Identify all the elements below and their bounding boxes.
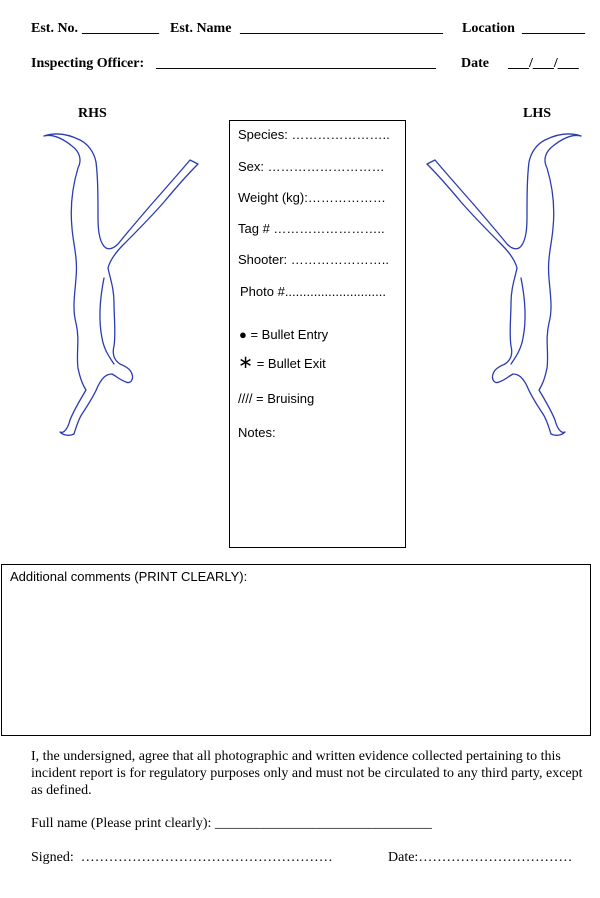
photo-field[interactable]: Photo #............................ bbox=[240, 284, 386, 299]
location-label: Location bbox=[462, 21, 515, 36]
shooter-field[interactable]: Shooter: ………………….. bbox=[238, 252, 389, 267]
species-field[interactable]: Species: ………………….. bbox=[238, 127, 390, 142]
rhs-carcass-diagram[interactable] bbox=[40, 128, 205, 443]
date-label: Date bbox=[461, 56, 489, 71]
lhs-carcass-diagram[interactable] bbox=[420, 128, 585, 443]
est-no-label: Est. No. bbox=[31, 21, 79, 36]
full-name-field[interactable]: Full name (Please print clearly): _______________________________ bbox=[31, 816, 432, 831]
legend-bullet-entry: ● = Bullet Entry bbox=[239, 327, 329, 342]
inspecting-officer-field[interactable]: ________________________________________ bbox=[156, 56, 436, 71]
location-field[interactable]: _________ bbox=[522, 21, 585, 36]
signature-date-field[interactable]: Date:…………………………… bbox=[388, 850, 573, 865]
weight-field[interactable]: Weight (kg):……………… bbox=[238, 190, 386, 205]
asterisk-icon: ∗ bbox=[238, 352, 254, 372]
declaration-text: I, the undersigned, agree that all photographic and written evidence collected pertaining to this incident report is for regulatory purposes only and must not be circulated to any third party, except as defined. bbox=[31, 749, 583, 798]
filled-circle-icon: ● bbox=[239, 327, 247, 342]
est-name-label: Est. Name bbox=[170, 21, 232, 36]
rhs-label: RHS bbox=[78, 106, 107, 121]
est-no-field[interactable]: ___________ bbox=[82, 21, 159, 36]
notes-label: Notes: bbox=[238, 425, 276, 440]
signature-field[interactable]: Signed: ……………………………………………… bbox=[31, 850, 333, 865]
legend-bruising: //// = Bruising bbox=[238, 391, 315, 406]
tag-field[interactable]: Tag # …………………….. bbox=[238, 221, 385, 236]
additional-comments-label: Additional comments (PRINT CLEARLY): bbox=[10, 569, 248, 584]
date-field[interactable]: ___/___/___ bbox=[508, 56, 579, 71]
additional-comments-box[interactable] bbox=[1, 564, 591, 736]
sex-field[interactable]: Sex: ……………………… bbox=[238, 159, 385, 174]
inspecting-officer-label: Inspecting Officer: bbox=[31, 56, 145, 71]
legend-bullet-exit: ∗ = Bullet Exit bbox=[238, 352, 326, 372]
est-name-field[interactable]: _____________________________ bbox=[240, 21, 443, 36]
lhs-label: LHS bbox=[523, 106, 552, 121]
